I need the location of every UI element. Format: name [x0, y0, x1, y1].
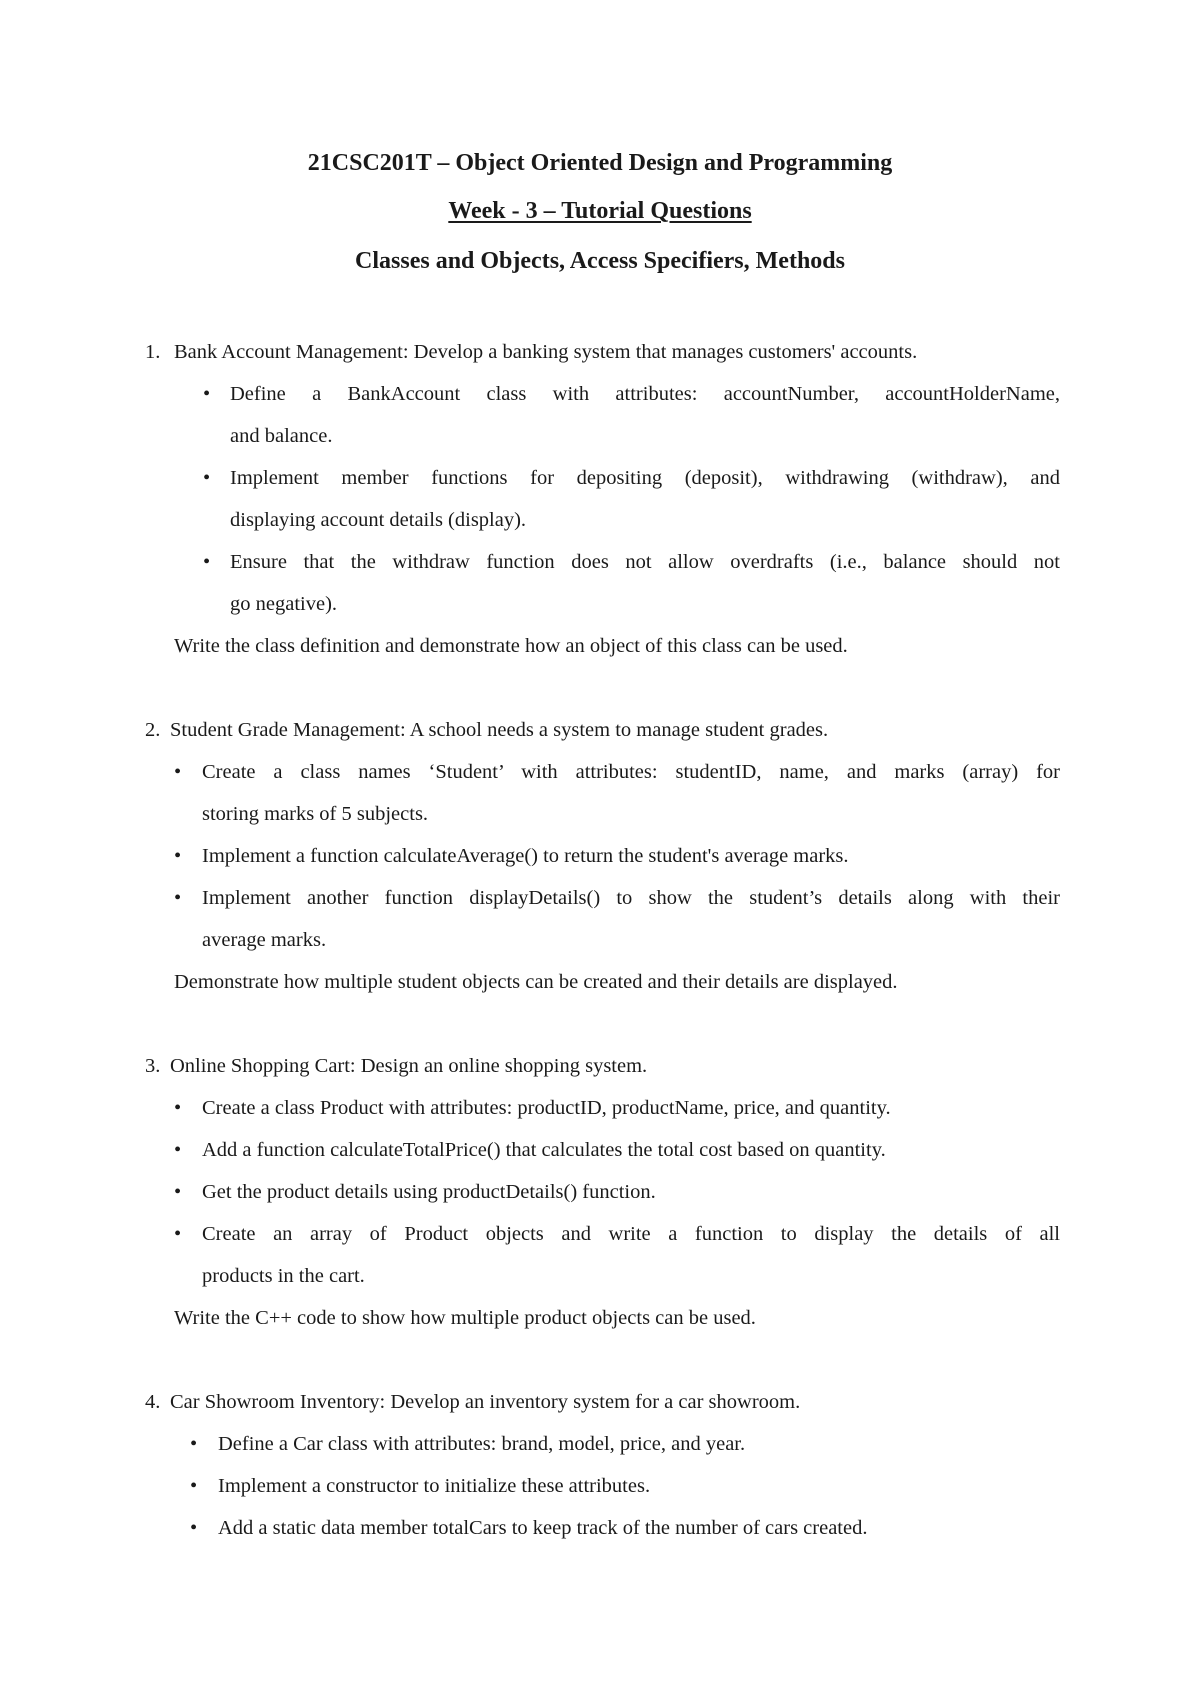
bullet-icon: • [190, 1433, 198, 1455]
list-item: Add a static data member totalCars to keep track of the number of cars created. [218, 1517, 868, 1539]
list-item: Define a Car class with attributes: brand, model, price, and year. [218, 1433, 746, 1455]
list-item: Implement another function displayDetails() to show the student’s details along with their [202, 887, 1060, 909]
question-number: 1. [145, 341, 161, 363]
week-title [0, 196, 1200, 226]
question-footer: Demonstrate how multiple student objects can be created and their details are displayed. [174, 971, 898, 993]
list-item: Get the product details using productDetails() function. [202, 1181, 656, 1203]
question-footer: Write the class definition and demonstrate how an object of this class can be used. [174, 635, 848, 657]
week-title-text: Week - 3 – Tutorial Questions [448, 198, 752, 224]
question-footer: Write the C++ code to show how multiple product objects can be used. [174, 1307, 756, 1329]
list-item: Define a BankAccount class with attributes: accountNumber, accountHolderName, [230, 383, 1060, 405]
list-item: Create an array of Product objects and write a function to display the details of all [202, 1223, 1060, 1245]
list-item-continued: and balance. [230, 425, 333, 447]
bullet-icon: • [203, 551, 211, 573]
list-item: Implement member functions for depositing (deposit), withdrawing (withdraw), and [230, 467, 1060, 489]
list-item: Implement a function calculateAverage() to return the student's average marks. [202, 845, 849, 867]
bullet-icon: • [174, 1181, 182, 1203]
list-item-continued: go negative). [230, 593, 338, 615]
list-item: Implement a constructor to initialize these attributes. [218, 1475, 651, 1497]
bullet-icon: • [190, 1475, 198, 1497]
bullet-icon: • [174, 1139, 182, 1161]
bullet-icon: • [203, 383, 211, 405]
list-item: Add a function calculateTotalPrice() that calculates the total cost based on quantity. [202, 1139, 886, 1161]
list-item-continued: products in the cart. [202, 1265, 365, 1287]
course-title: 21CSC201T – Object Oriented Design and Programming [307, 150, 893, 176]
bullet-icon: • [174, 845, 182, 867]
question-title: Online Shopping Cart: Design an online shopping system. [170, 1055, 648, 1077]
list-item-continued: storing marks of 5 subjects. [202, 803, 429, 825]
bullet-icon: • [203, 467, 211, 489]
bullet-icon: • [174, 1097, 182, 1119]
bullet-icon: • [174, 761, 182, 783]
bullet-icon: • [190, 1517, 198, 1539]
topics-subtitle: Classes and Objects, Access Specifiers, Methods [355, 248, 845, 274]
list-item: Create a class Product with attributes: productID, productName, price, and quantity. [202, 1097, 891, 1119]
question-title: Bank Account Management: Develop a banking system that manages customers' accounts. [174, 341, 918, 363]
list-item-continued: average marks. [202, 929, 327, 951]
bullet-icon: • [174, 1223, 182, 1245]
question-title: Car Showroom Inventory: Develop an inventory system for a car showroom. [170, 1391, 801, 1413]
question-number: 2. [145, 719, 161, 741]
list-item: Ensure that the withdraw function does not allow overdrafts (i.e., balance should not [230, 551, 1060, 573]
question-number: 3. [145, 1055, 161, 1077]
list-item-continued: displaying account details (display). [230, 509, 527, 531]
question-title: Student Grade Management: A school needs a system to manage student grades. [170, 719, 829, 741]
question-number: 4. [145, 1391, 161, 1413]
list-item: Create a class names ‘Student’ with attributes: studentID, name, and marks (array) for [202, 761, 1060, 783]
bullet-icon: • [174, 887, 182, 909]
